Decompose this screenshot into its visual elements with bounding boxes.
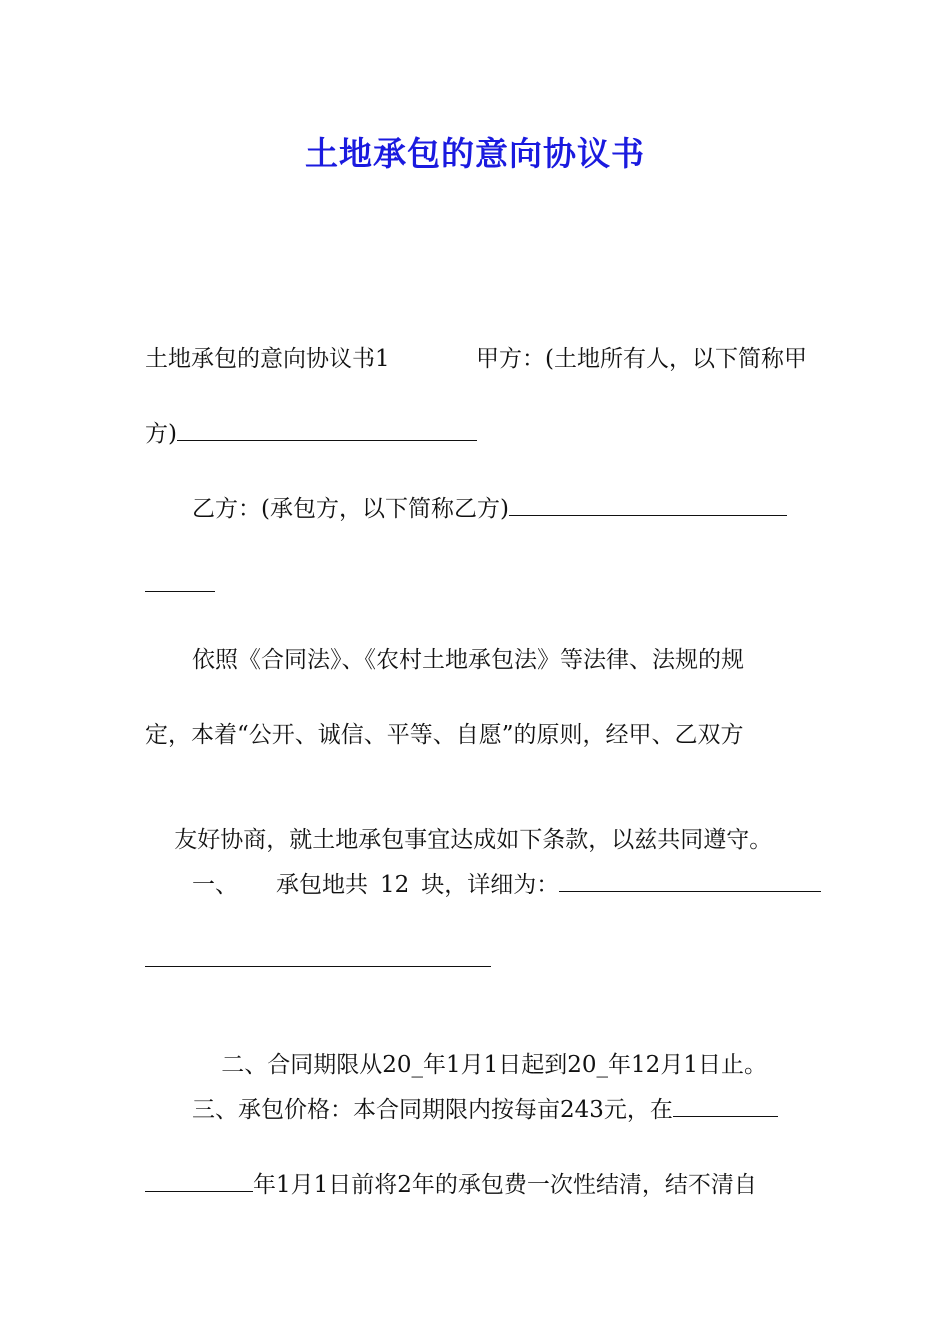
clause1-blank-line bbox=[559, 871, 821, 892]
para1-line1 bbox=[145, 344, 807, 374]
party-b-blank-line bbox=[509, 495, 787, 516]
para3-line2 bbox=[145, 720, 807, 750]
document-title: 土地承包的意向协议书 bbox=[305, 134, 645, 173]
party-a-blank-line bbox=[177, 420, 477, 441]
preamble-line1: 依照《合同法》、《农村土地承包法》等法律、法规的规 bbox=[192, 647, 744, 673]
party-a-label-end: 方) bbox=[145, 421, 177, 447]
clause1-text-b: 块，详细为： bbox=[421, 872, 560, 898]
agreement-heading-text: 土地承包的意向协议书1 bbox=[145, 346, 390, 372]
clause3-line2 bbox=[145, 1170, 807, 1200]
para2-line1 bbox=[192, 494, 807, 524]
clause1-line1 bbox=[192, 870, 807, 900]
clause2-text: 二、合同期限从20_年1月1日起到20_年12月1日止。 bbox=[221, 1052, 767, 1078]
clause1-line2 bbox=[145, 945, 807, 975]
para1-line2 bbox=[145, 419, 807, 449]
para2-line2 bbox=[145, 570, 807, 600]
clause1-blank-line-cont bbox=[145, 946, 491, 967]
party-a-label: 甲方：(土地所有人，以下简称甲 bbox=[476, 346, 807, 372]
preamble-line2: 定，本着“公开、诚信、平等、自愿”的原则，经甲、乙双方 bbox=[145, 722, 744, 748]
para3-line1 bbox=[192, 645, 807, 675]
preamble-line3: 友好协商，就土地承包事宜达成如下条款，以兹共同遵守。 bbox=[174, 827, 773, 853]
clause1-number: 一、 bbox=[192, 872, 238, 898]
clause3-text-line2: 年1月1日前将2年的承包费一次性结清，结不清自 bbox=[253, 1172, 757, 1198]
clause1-count: 12 bbox=[380, 872, 410, 898]
clause3-text-line1: 三、承包价格：本合同期限内按每亩243元，在 bbox=[192, 1097, 673, 1123]
clause3-blank-line bbox=[673, 1096, 778, 1117]
clause3-line1 bbox=[192, 1095, 807, 1125]
clause3-blank-line-cont bbox=[145, 1171, 253, 1192]
clause1-text-a: 承包地共 bbox=[276, 872, 368, 898]
party-b-blank-line-cont bbox=[145, 571, 215, 592]
party-b-label: 乙方：(承包方，以下简称乙方) bbox=[192, 496, 509, 522]
